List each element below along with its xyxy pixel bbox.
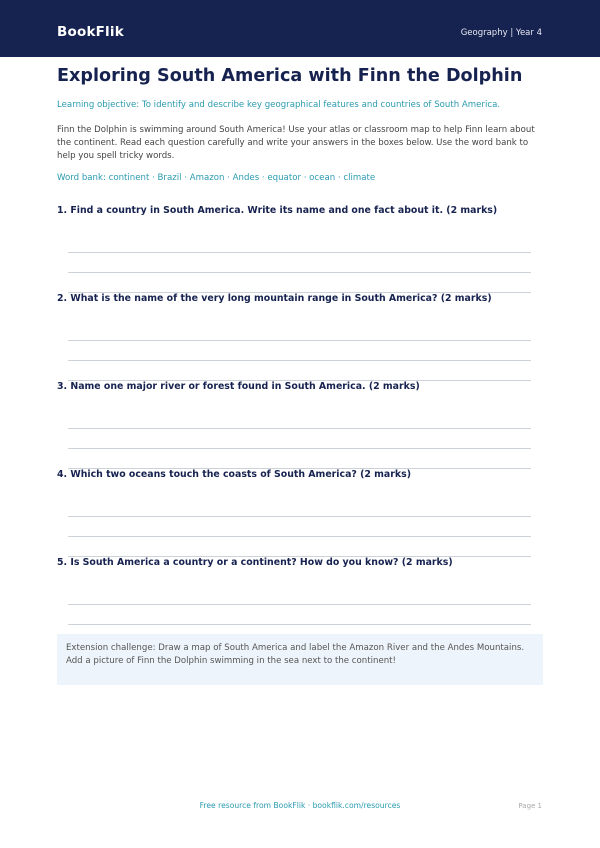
answer-line[interactable] [68, 360, 531, 361]
page-number: Page 1 [518, 802, 542, 810]
answer-line[interactable] [68, 624, 531, 625]
extension-challenge [57, 634, 543, 685]
question-4: 4. Which two oceans touch the coasts of South America? (2 marks) [57, 469, 411, 480]
answer-line[interactable] [68, 604, 531, 605]
page-title: Exploring South America with Finn the Dolphin [57, 66, 523, 86]
word-bank: Word bank: continent · Brazil · Amazon · Andes · equator · ocean · climate [57, 173, 376, 183]
answer-line[interactable] [68, 536, 531, 537]
question-5: 5. Is South America a country or a continent? How do you know? (2 marks) [57, 557, 453, 568]
header-bar [0, 0, 600, 57]
answer-line[interactable] [68, 448, 531, 449]
subject-year-label: Geography | Year 4 [460, 28, 542, 38]
answer-line[interactable] [68, 340, 531, 341]
answer-line[interactable] [68, 516, 531, 517]
brand-logo: BookFlik [57, 24, 124, 40]
answer-line[interactable] [68, 272, 531, 273]
learning-objective: Learning objective: To identify and describe key geographical features and countries of South America. [57, 100, 501, 110]
footer-text: Free resource from BookFlik · bookflik.com/resources [199, 801, 401, 810]
extension-text: Extension challenge: Draw a map of South America and label the Amazon River and the Andes Mountains. Add a picture of Finn the Dolphin swimming in the sea next to the continent! [66, 643, 525, 666]
question-1: 1. Find a country in South America. Write its name and one fact about it. (2 marks) [57, 205, 498, 216]
intro-text: Finn the Dolphin is swimming around South America! Use your atlas or classroom map to help Finn learn about the continent. Read each question carefully and write your answers in the boxes below. Use the word bank to help you spell tricky words. [57, 125, 535, 161]
answer-line[interactable] [68, 428, 531, 429]
question-2: 2. What is the name of the very long mountain range in South America? (2 marks) [57, 293, 492, 304]
question-3: 3. Name one major river or forest found in South America. (2 marks) [57, 381, 420, 392]
answer-line[interactable] [68, 252, 531, 253]
